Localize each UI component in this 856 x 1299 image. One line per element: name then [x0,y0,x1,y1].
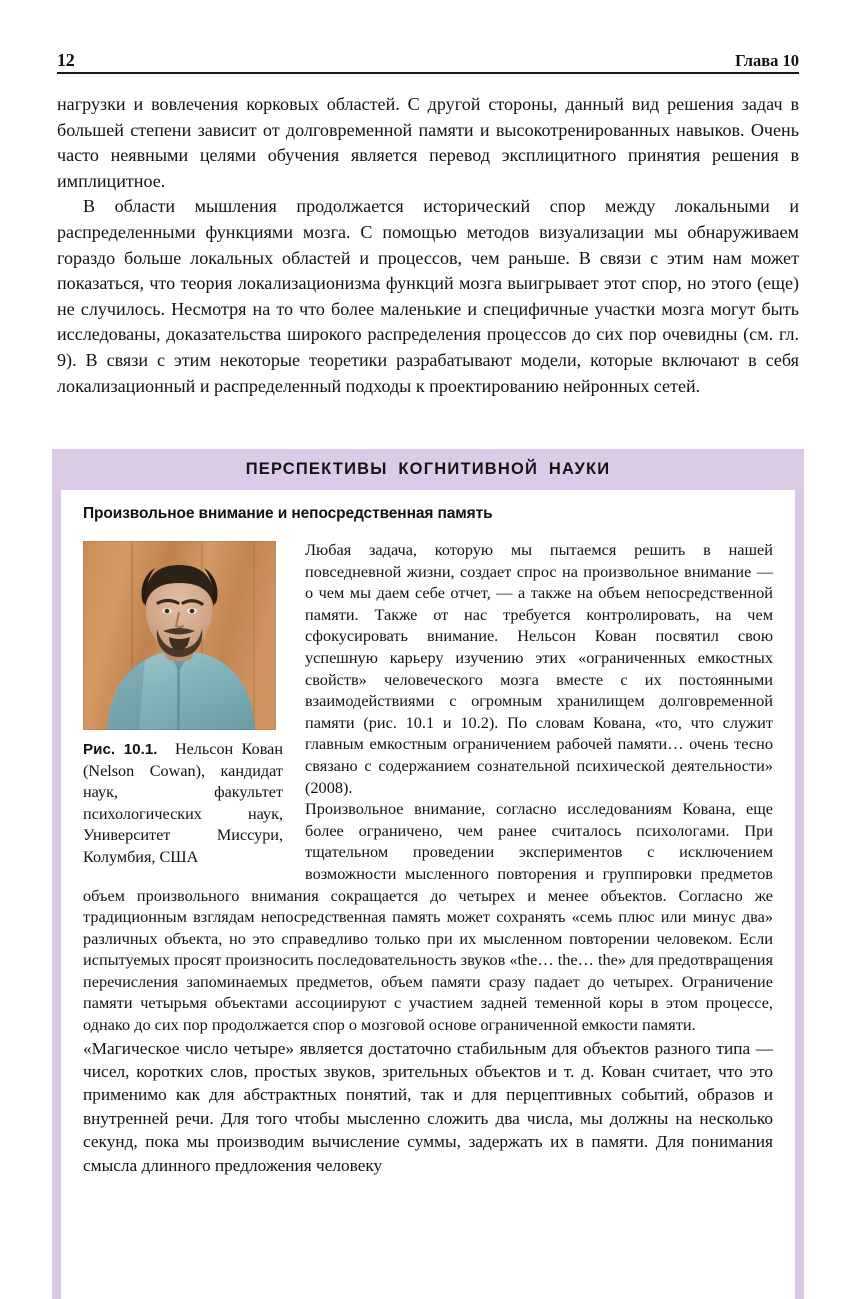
science-box-body [61,490,795,1177]
science-box-paragraph-1: Любая задача, которую мы пытаемся решить в нашей повседневной жизни, создает спрос на произвольное внимание — о чем мы даем себе отчет, — а также на объем непосредственной памяти. Также от нас требуется контролировать, на чем сфокусировать внимание. Нельсон Кован посвятил свою успешную карьеру изучению этих «ограниченных емкостных свойств» человеческого мозга вместе с их постоянными взаимодействиями с огромным хранилищем долговременной памяти (рис. 10.1 и 10.2). По словам Кована, «то, что служит главным емкостным ограничением рабочей памяти… очень тесно связано с содержанием сознательной психической деятельности» (2008). [305,540,773,797]
figure-10-1 [83,541,283,868]
science-box-paragraph-3: «Магическое число четыре» является достаточно стабильным для объектов разного типа — чисел, коротких слов, простых звуков, зрительных объектов и т. д. Кован считает, что это применимо как для абстрактных понятий, так и для перцептивных событий, образов и внутренней речи. Для того чтобы мысленно сложить два числа, мы должны на несколько секунд, пока мы производим вычисление суммы, задержать их в памяти. Для понимания смысла длинного предложения человеку [83,1038,773,1175]
figure-caption-text: Нельсон Кован (Nelson Cowan), кандидат наук, факультет психологических наук, Университет Миссури, Колумбия, США [83,740,283,866]
science-box-full-width-text [83,1036,773,1177]
portrait-photo [83,541,276,730]
body-paragraph-1: нагрузки и вовлечения корковых областей. С другой стороны, данный вид решения задач в большей степени зависит от долговременной памяти и высокотренированных навыков. Очень часто неявными целями обучения является перевод эксплицитного принятия решения в имплицитное. [57,94,799,191]
science-box-paragraph-2: Произвольное внимание, согласно исследованиям Кована, еще более ограничено, чем ранее считалось психологами. При тщательном проведении экспериментов с исключением возможности мысленного повторения и группировки предметов объем произвольного внимания сокращается до четырех и менее объектов. Согласно же традиционным взглядам непосредственная память может сохранять «семь плюс или минус два» различных объекта, но это справедливо только при их мысленном повторении человеком. Если испытуемых просят произносить последовательность звуков «the… the… the» для предотвращения перечисления запоминаемых предметов, объем памяти сразу падает до четырех. Ограничение памяти четырьмя объектами ассоциируют с участием задней теменной коры в этом процессе, однако до сих пор продолжается спор о мозговой основе ограниченной емкости памяти. [83,799,773,1035]
chapter-label: Глава 10 [735,50,799,70]
science-box-header [52,449,804,490]
page-number: 12 [57,50,75,70]
main-body-text [57,92,799,399]
figure-caption-label: Рис. 10.1. [83,741,158,758]
portrait-photo-image [83,541,276,730]
science-box-subtitle: Произвольное внимание и непосредственная память [83,505,493,522]
figure-caption [83,739,283,868]
science-box-title: ПЕРСПЕКТИВЫ КОГНИТИВНОЙ НАУКИ [245,460,611,478]
body-paragraph-2: В области мышления продолжается исторический спор между локальными и распределенными функциями мозга. С помощью методов визуализации мы обнаруживаем гораздо больше локальных областей и процессов, чем раньше. В связи с этим нам может показаться, что теория локализационизма функций мозга выигрывает этот спор, но этого (еще) не случилось. Несмотря на то что более маленькие и специфичные участки мозга могут быть исследованы, доказательства широкого распределения процессов до сих пор очевидны (см. гл. 9). В связи с этим некоторые теоретики разрабатывают модели, которые включают в себя локализационный и распределенный подходы к проектированию нейронных сетей. [57,196,799,396]
running-head [57,42,799,74]
science-perspective-box [52,449,804,1299]
